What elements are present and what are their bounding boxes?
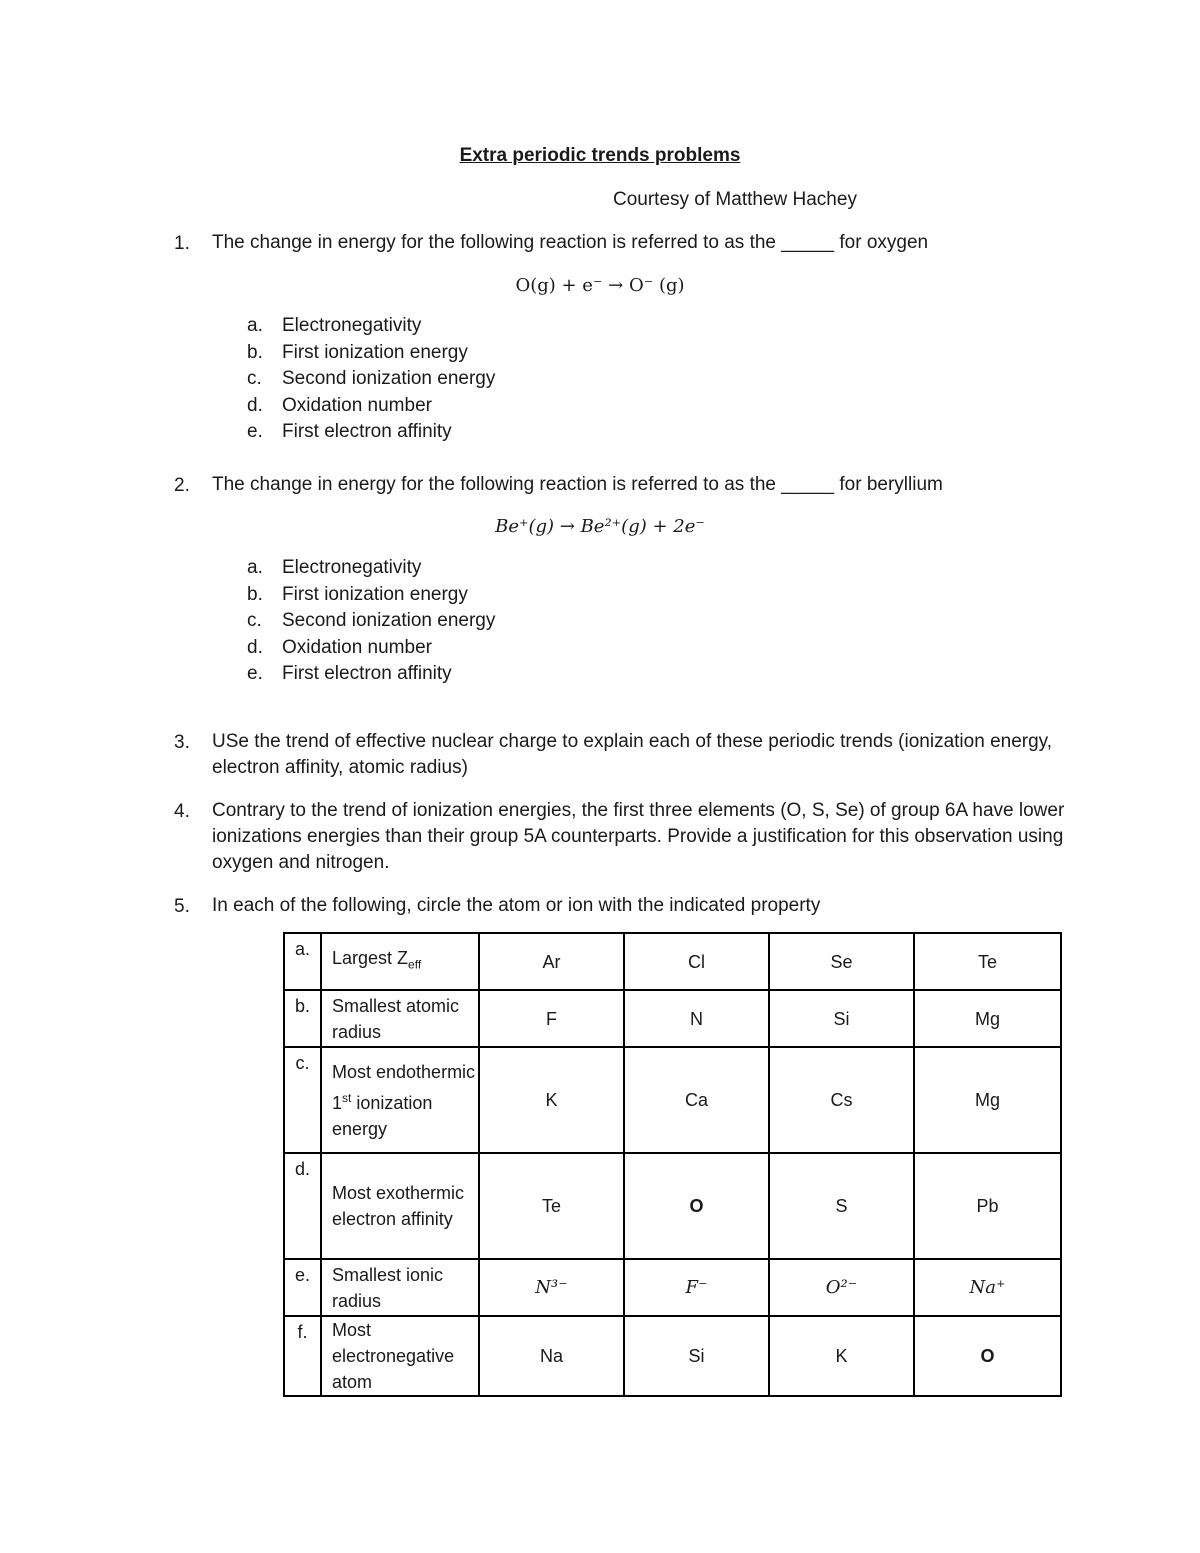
choice-cell[interactable]: O [624,1153,769,1259]
choice-cell[interactable]: Te [479,1153,624,1259]
option-text: First ionization energy [282,341,468,363]
row-property: Smallest ionic radius [321,1259,479,1316]
option-text: Second ionization energy [282,368,496,389]
q1-number: 1. [174,233,190,254]
choice-cell[interactable]: Te [914,933,1061,990]
choice-cell[interactable]: S [769,1153,914,1259]
row-property: Smallest atomic radius [321,990,479,1047]
q2-option-d [247,635,495,662]
row-label: a. [284,933,321,990]
choice-cell[interactable]: Si [769,990,914,1047]
row-label: f. [284,1316,321,1396]
choice-cell[interactable]: F⁻ [624,1259,769,1316]
option-text: First electron affinity [282,663,452,684]
choice-cell[interactable]: Mg [914,1047,1061,1153]
choice-cell[interactable]: Si [624,1316,769,1396]
choice-cell[interactable]: O²⁻ [769,1259,914,1316]
property-table [283,932,1062,1397]
option-text: First ionization energy [282,583,468,605]
option-letter: d. [247,394,263,416]
q1-option-b [247,340,495,367]
row-property: Most exothermic electron affinity [321,1153,479,1259]
option-letter: b. [247,583,263,605]
option-text: Oxidation number [282,394,432,416]
row-label: d. [284,1153,321,1259]
choice-cell[interactable]: K [769,1316,914,1396]
page-title: Extra periodic trends problems [459,145,741,166]
option-text: Electronegativity [282,557,422,578]
choice-cell[interactable]: O [914,1316,1061,1396]
option-text: Second ionization energy [282,610,496,631]
option-letter: d. [247,636,263,658]
choice-cell[interactable]: N³⁻ [479,1259,624,1316]
option-text: Oxidation number [282,636,432,658]
row-label: b. [284,990,321,1047]
option-letter: b. [247,341,263,363]
choice-cell[interactable]: Pb [914,1153,1061,1259]
q1-equation: O(g) + e⁻ → O⁻ (g) [515,275,685,296]
choice-cell[interactable]: Mg [914,990,1061,1047]
choice-cell[interactable]: N [624,990,769,1047]
q2-number: 2. [174,475,190,496]
row-property: Largest $Z_{eff}$ [321,933,479,990]
q2-option-b [247,582,495,609]
choice-cell[interactable]: Na [479,1316,624,1396]
option-letter: c. [247,368,262,389]
choice-cell[interactable]: Cl [624,933,769,990]
option-letter: e. [247,663,263,684]
q2-option-c [247,608,495,635]
choice-cell[interactable]: Ca [624,1047,769,1153]
row-property: Most endothermic 1st ionization energy [321,1047,479,1153]
q1-option-d [247,393,495,420]
choice-cell[interactable]: Cs [769,1047,914,1153]
option-text: First electron affinity [282,421,452,442]
credit-line: Courtesy of Matthew Hachey [613,189,857,210]
row-label: e. [284,1259,321,1316]
row-property: Most electronegative atom [321,1316,479,1396]
q3-number: 3. [174,732,190,753]
option-letter: a. [247,315,263,336]
q2-equation: Be⁺(g) → Be²⁺(g) + 2e⁻ [495,516,705,537]
table-row [284,933,1061,990]
option-letter: c. [247,610,262,631]
option-letter: e. [247,421,263,442]
q3-text: USe the trend of effective nuclear charge to explain each of these periodic trends (ionization energy, electron affinity, atomic radius) [212,731,1053,778]
option-letter: a. [247,557,263,578]
option-text: Electronegativity [282,315,422,336]
table-row [284,990,1061,1047]
q4-text: Contrary to the trend of ionization energies, the first three elements (O, S, Se) of group 6A have lower ionizations energies than their group 5A counterparts. Provide a justification for this observation using oxygen and nitrogen. [212,800,1065,873]
table-row [284,1316,1061,1396]
choice-cell[interactable]: Se [769,933,914,990]
q2-options [247,555,495,688]
q1-option-c [247,366,495,393]
q4-number: 4. [174,801,190,822]
choice-cell[interactable]: K [479,1047,624,1153]
q2-text: The change in energy for the following reaction is referred to as the _____ for beryllium [212,474,943,495]
q5-text: In each of the following, circle the atom or ion with the indicated property [212,895,821,916]
table-row [284,1259,1061,1316]
q5-number: 5. [174,896,190,917]
table-row [284,1153,1061,1259]
q2-option-e [247,661,495,688]
choice-cell[interactable]: Ar [479,933,624,990]
q1-option-e [247,419,495,446]
q1-options [247,313,495,446]
row-label: c. [284,1047,321,1153]
choice-cell[interactable]: F [479,990,624,1047]
q2-option-a [247,555,495,582]
q1-text: The change in energy for the following reaction is referred to as the _____ for oxygen [212,232,929,253]
table-row [284,1047,1061,1153]
q1-option-a [247,313,495,340]
choice-cell[interactable]: Na⁺ [914,1259,1061,1316]
